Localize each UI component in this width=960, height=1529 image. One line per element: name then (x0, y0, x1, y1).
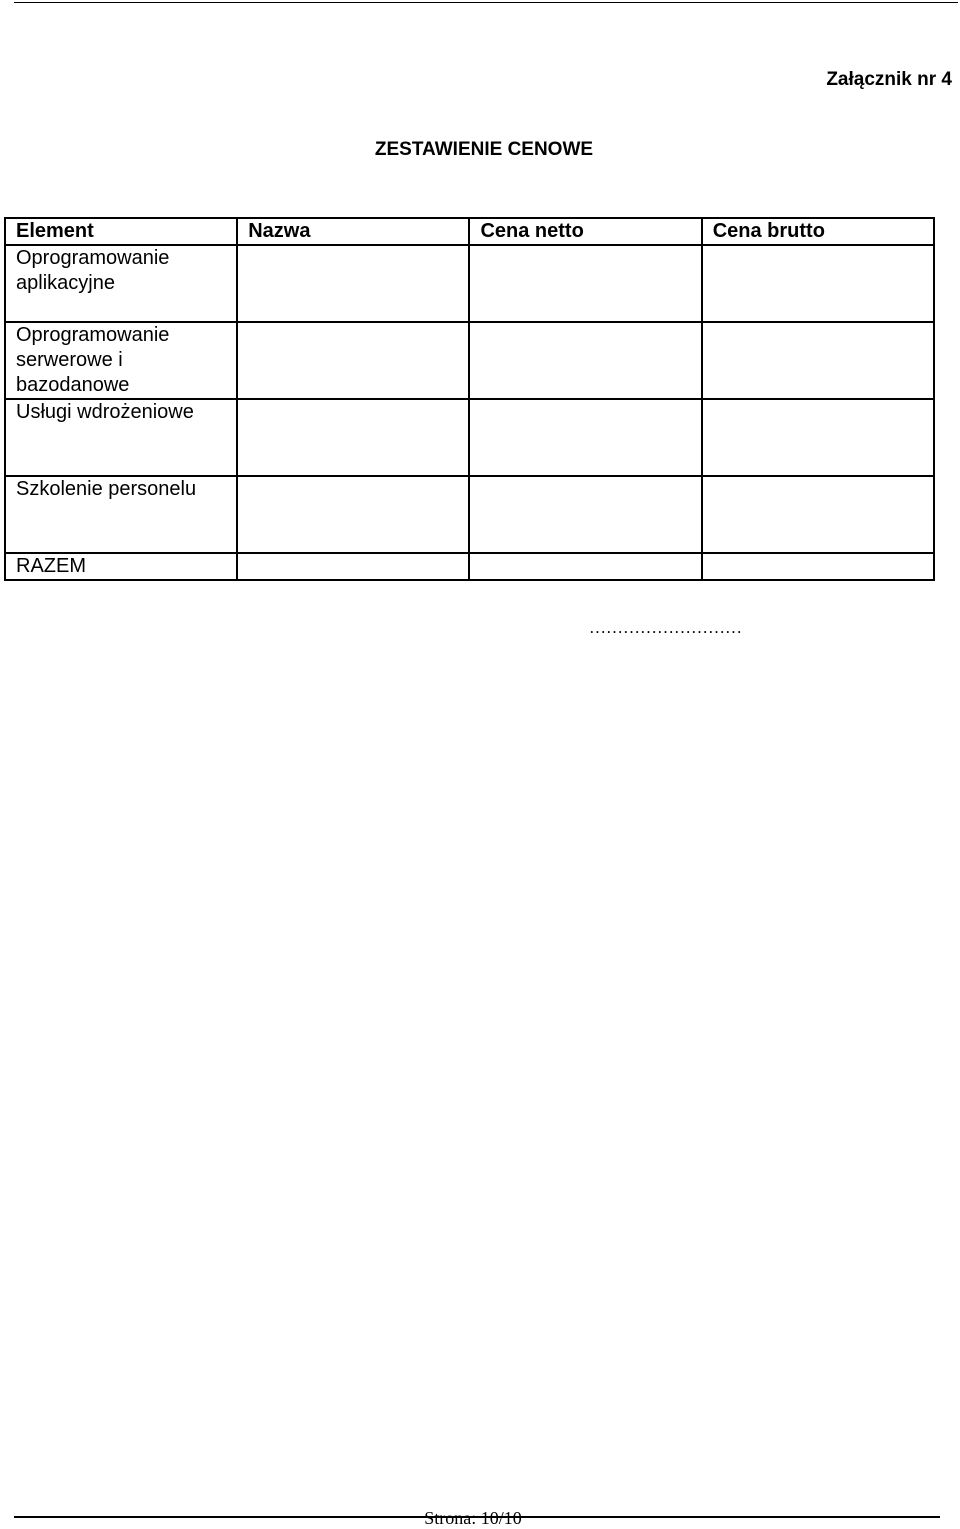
row-net-price-cell[interactable] (469, 399, 701, 476)
column-header-gross-price: Cena brutto (702, 218, 934, 245)
total-name-cell[interactable] (237, 553, 469, 580)
total-row (5, 553, 934, 580)
row-gross-price-cell[interactable] (702, 476, 934, 553)
row-element-cell: Usługi wdrożeniowe (5, 399, 237, 476)
total-net-price-cell[interactable] (469, 553, 701, 580)
table-row (5, 245, 934, 322)
row-name-cell[interactable] (237, 476, 469, 553)
row-net-price-cell[interactable] (469, 476, 701, 553)
row-gross-price-cell[interactable] (702, 322, 934, 399)
row-gross-price-cell[interactable] (702, 399, 934, 476)
document-title: ZESTAWIENIE CENOWE (374, 139, 594, 160)
annex-label: Załącznik nr 4 (826, 69, 952, 90)
table-row (5, 322, 934, 399)
row-element-cell: Oprogramowanie serwerowe i bazodanowe (5, 322, 237, 399)
table-row (5, 476, 934, 553)
total-label-cell: RAZEM (5, 553, 237, 580)
top-rule (14, 2, 958, 3)
page-number: Strona: 10/10 (424, 1508, 522, 1528)
column-header-net-price: Cena netto (469, 218, 701, 245)
signature-placeholder: ……………………… (589, 618, 742, 637)
table-header-row (5, 218, 934, 245)
row-element-cell: Szkolenie personelu (5, 476, 237, 553)
row-net-price-cell[interactable] (469, 245, 701, 322)
row-name-cell[interactable] (237, 245, 469, 322)
price-table (4, 217, 935, 581)
row-net-price-cell[interactable] (469, 322, 701, 399)
total-gross-price-cell[interactable] (702, 553, 934, 580)
column-header-element: Element (5, 218, 237, 245)
row-element-cell: Oprogramowanie aplikacyjne (5, 245, 237, 322)
row-gross-price-cell[interactable] (702, 245, 934, 322)
row-name-cell[interactable] (237, 399, 469, 476)
row-name-cell[interactable] (237, 322, 469, 399)
table-row (5, 399, 934, 476)
column-header-name: Nazwa (237, 218, 469, 245)
